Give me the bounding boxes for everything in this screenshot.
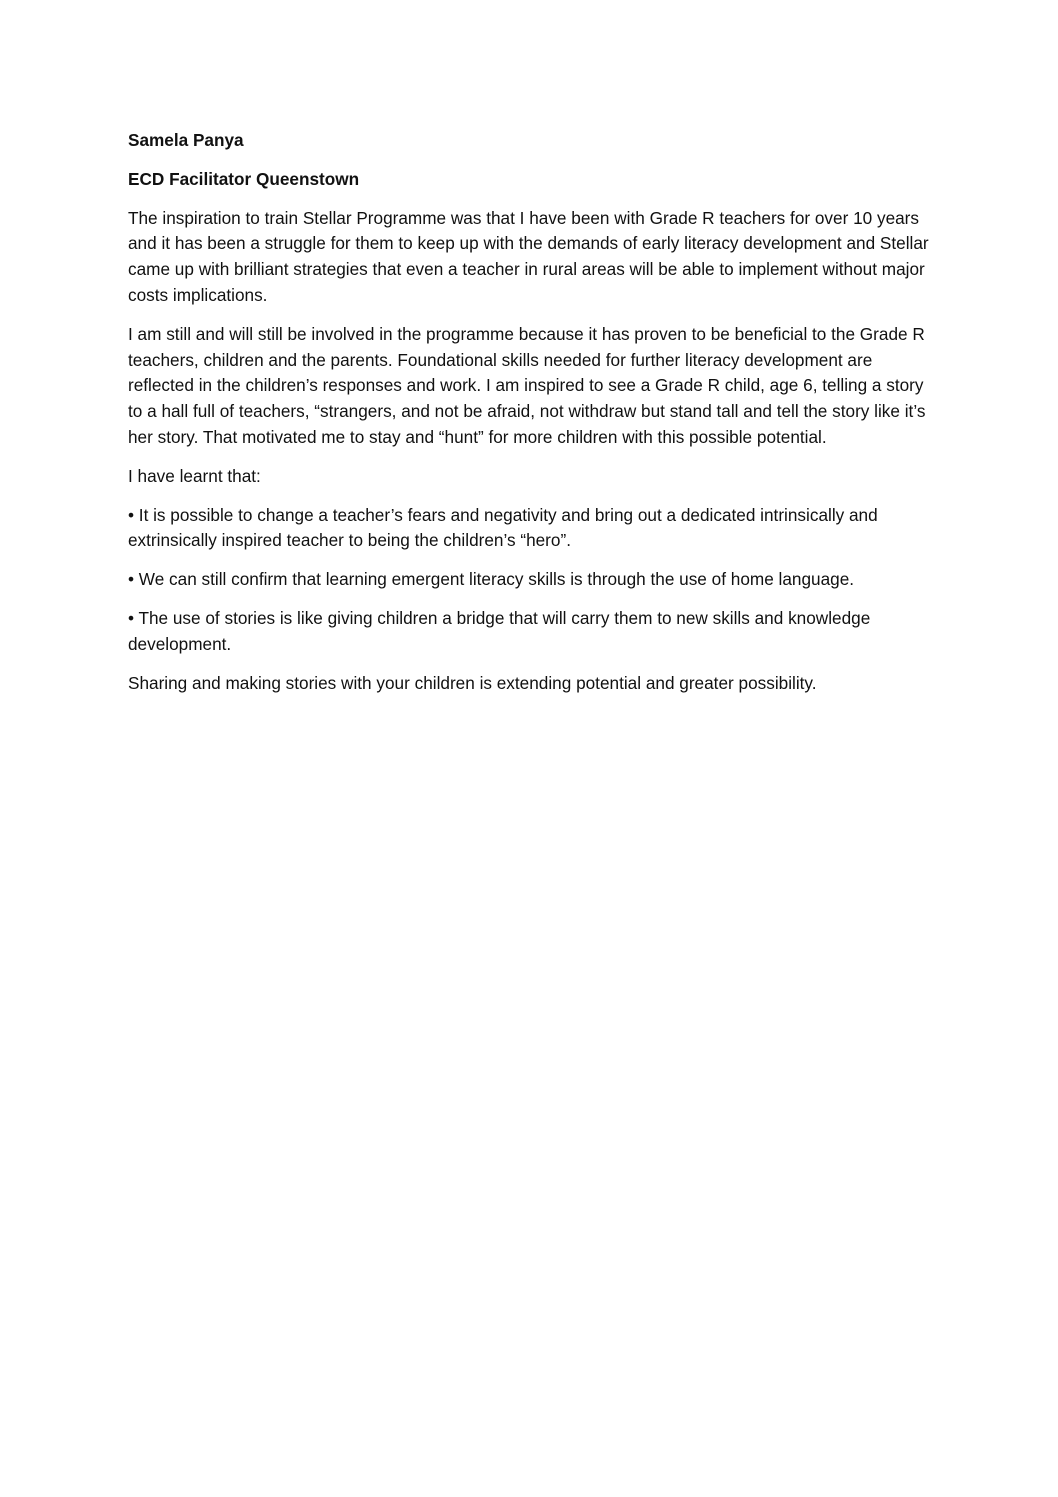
bullet-stories-bridge: • The use of stories is like giving children a bridge that will carry them to new skills and knowledge development. bbox=[128, 607, 871, 654]
paragraph-closing: Sharing and making stories with your children is extending potential and greater possibility. bbox=[128, 672, 817, 693]
paragraph-involvement: I am still and will still be involved in the programme because it has proven to be beneficial to the Grade R teachers, children and the parents. Foundational skills needed for further literacy development are reflected in the children’s responses and work. I am inspired to see a Grade R child, age 6, telling a story to a hall full of teachers, “strangers, and not be afraid, not withdraw but stand tall and tell the story like it’s her story. That motivated me to stay and “hunt” for more children with this possible potential. bbox=[128, 323, 926, 447]
author-role: ECD Facilitator Queenstown bbox=[128, 168, 360, 189]
bullet-home-language: • We can still confirm that learning emergent literacy skills is through the use of home language. bbox=[128, 569, 855, 590]
paragraph-inspiration: The inspiration to train Stellar Programme was that I have been with Grade R teachers for over 10 years and it has been a struggle for them to keep up with the demands of early literacy development and Stellar came up with brilliant strategies that even a teacher in rural areas will be able to implement without major costs implications. bbox=[128, 207, 929, 305]
document-body bbox=[128, 128, 934, 709]
author-name: Samela Panya bbox=[128, 130, 244, 150]
bullet-teacher-fears: • It is possible to change a teacher’s fears and negativity and bring out a dedicated intrinsically and extrinsically inspired teacher to being the children’s “hero”. bbox=[128, 504, 878, 551]
paragraph-learnt-intro: I have learnt that: bbox=[128, 465, 261, 486]
